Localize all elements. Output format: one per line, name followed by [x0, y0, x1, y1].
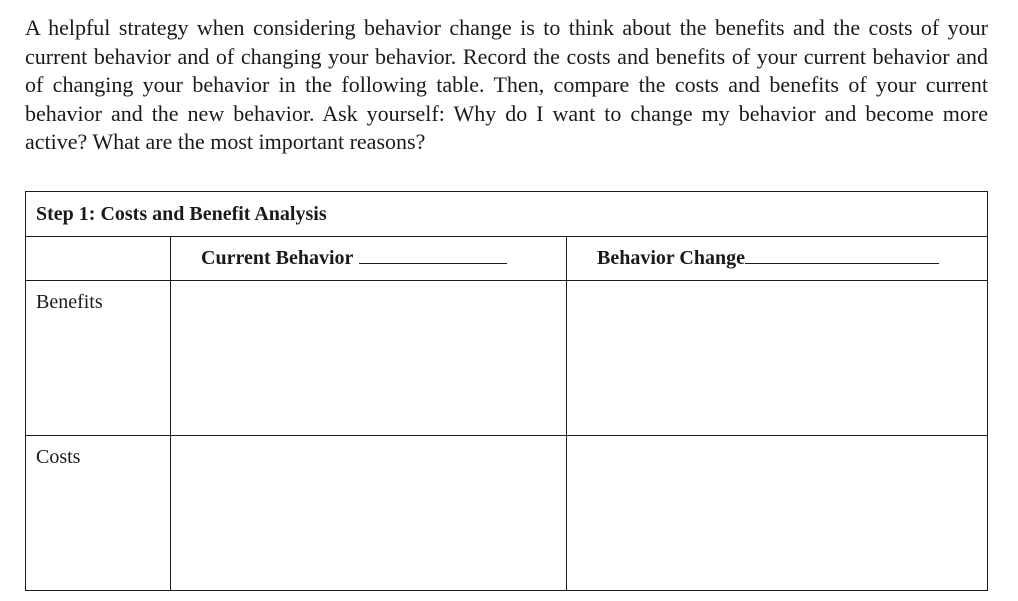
row-label-costs: Costs [26, 436, 171, 591]
behavior-change-blank-line[interactable] [745, 247, 939, 264]
current-behavior-blank-line[interactable] [359, 247, 507, 264]
row-label-benefits: Benefits [26, 281, 171, 436]
benefits-current-cell[interactable] [171, 281, 567, 436]
costs-change-cell[interactable] [567, 436, 988, 591]
header-empty-cell [26, 237, 171, 281]
instructions-paragraph: A helpful strategy when considering behavior change is to think about the benefits and the costs of your current behavior and of changing your behavior. Record the costs and benefits of your current behavior and of changing your behavior in the following table. Then, compare the costs and benefits of your current behavior and the new behavior. Ask yourself: Why do I want to change my behavior and become more active? What are the most important reasons? [25, 15, 988, 154]
cost-benefit-table [25, 191, 988, 591]
header-behavior-change [567, 237, 988, 281]
costs-current-cell[interactable] [171, 436, 567, 591]
benefits-change-cell[interactable] [567, 281, 988, 436]
current-behavior-label: Current Behavior [201, 247, 354, 269]
table-title: Step 1: Costs and Benefit Analysis [26, 192, 988, 237]
header-current-behavior [171, 237, 567, 281]
behavior-change-label: Behavior Change [597, 247, 745, 269]
